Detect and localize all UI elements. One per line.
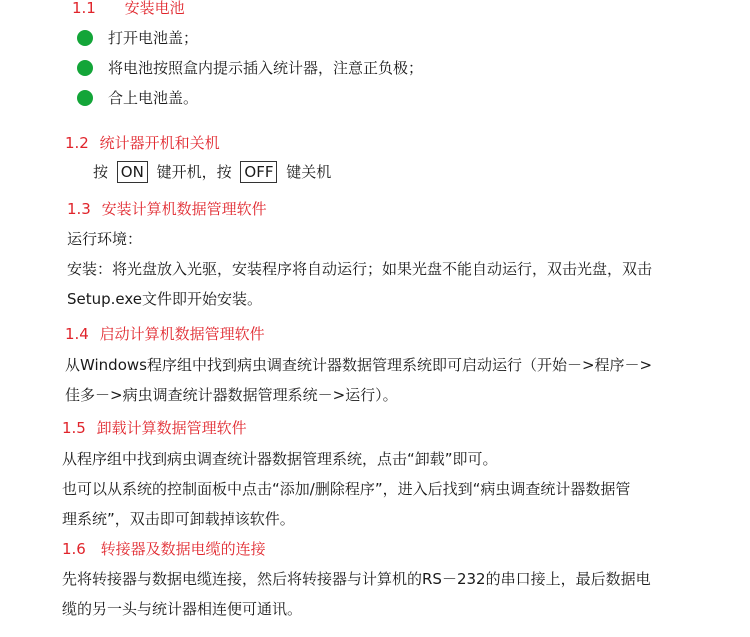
list-item-text: 打开电池盖； xyxy=(108,29,199,47)
off-key-text: 键关机 xyxy=(286,163,332,181)
section-title: 安装电池 xyxy=(124,0,185,17)
on-key: ON xyxy=(117,161,148,183)
bullet-dot-icon xyxy=(77,60,93,76)
section-number: 1.3 xyxy=(67,200,91,218)
section-number: 1.1 xyxy=(72,0,96,17)
section-title: 启动计算机数据管理软件 xyxy=(99,325,265,343)
list-item-text: 将电池按照盒内提示插入统计器，注意正负极； xyxy=(108,59,424,77)
paragraph-line: 缆的另一头与统计器相连便可通讯。 xyxy=(62,600,303,618)
section-number: 1.2 xyxy=(65,134,89,152)
paragraph-line: 也可以从系统的控制面板中点击“添加/删除程序”，进入后找到“病虫调查统计器数据管 xyxy=(62,480,631,498)
section-heading-1-4 xyxy=(65,324,265,344)
paragraph-line: 理系统”，双击即可卸载掉该软件。 xyxy=(62,510,295,528)
off-key: OFF xyxy=(240,161,277,183)
section-heading-1-1 xyxy=(72,0,185,18)
section-title: 统计器开机和关机 xyxy=(99,134,220,152)
on-key-text: 键开机，按 xyxy=(156,163,232,181)
bullet-dot-icon xyxy=(77,90,93,106)
section-heading-1-2 xyxy=(65,133,220,153)
section-heading-1-6 xyxy=(62,539,266,559)
section-heading-1-5 xyxy=(62,418,247,438)
list-item-text: 合上电池盖。 xyxy=(108,89,199,107)
list-item xyxy=(77,58,423,78)
paragraph-line: Setup.exe文件即开始安装。 xyxy=(67,290,263,308)
section-number: 1.6 xyxy=(62,540,86,558)
power-instructions xyxy=(93,158,331,186)
paragraph-line: 从程序组中找到病虫调查统计器数据管理系统，点击“卸载”即可。 xyxy=(62,450,498,468)
paragraph-line: 从Windows程序组中找到病虫调查统计器数据管理系统即可启动运行（开始－>程序－> xyxy=(65,356,653,374)
paragraph-line: 安装：将光盘放入光驱，安装程序将自动运行；如果光盘不能自动运行，双击光盘，双击 xyxy=(67,260,653,278)
paragraph-line: 先将转接器与数据电缆连接，然后将转接器与计算机的RS－232的串口接上，最后数据电 xyxy=(62,570,651,588)
press-text: 按 xyxy=(93,163,109,181)
bullet-dot-icon xyxy=(77,30,93,46)
list-item xyxy=(77,88,198,108)
section-title: 转接器及数据电缆的连接 xyxy=(100,540,266,558)
paragraph-line: 运行环境： xyxy=(67,230,143,248)
section-heading-1-3 xyxy=(67,199,267,219)
section-number: 1.4 xyxy=(65,325,89,343)
section-title: 安装计算机数据管理软件 xyxy=(101,200,267,218)
list-item xyxy=(77,28,198,48)
paragraph-line: 佳多－>病虫调查统计器数据管理系统－>运行）。 xyxy=(65,386,398,404)
section-title: 卸载计算数据管理软件 xyxy=(96,419,247,437)
section-number: 1.5 xyxy=(62,419,86,437)
